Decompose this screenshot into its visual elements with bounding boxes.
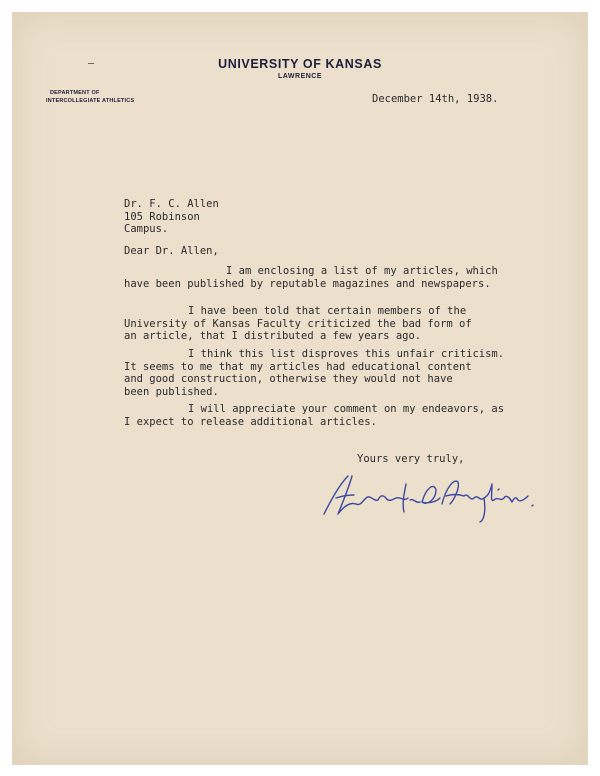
letterhead-title: UNIVERSITY OF KANSAS: [218, 57, 382, 71]
paragraph-2: [124, 305, 472, 343]
paragraph-line: been published.: [124, 385, 219, 398]
paragraph-line: It seems to me that my articles had educational content: [124, 360, 472, 373]
paragraph-4: [124, 403, 504, 428]
paragraph-line: have been published by reputable magazines and newspapers.: [124, 277, 491, 290]
department-line-1: DEPARTMENT OF: [50, 90, 100, 96]
recipient-address: [124, 198, 219, 236]
recipient-location: Campus.: [124, 223, 169, 235]
handwritten-signature: [318, 468, 538, 524]
recipient-street: 105 Robinson: [124, 210, 200, 223]
paragraph-line: I expect to release additional articles.: [124, 415, 377, 428]
paragraph-line: I am enclosing a list of my articles, which: [226, 265, 498, 277]
letterhead-city: LAWRENCE: [277, 73, 323, 80]
paragraph-line: I will appreciate your comment on my endeavors, as: [188, 403, 505, 415]
paragraph-line: University of Kansas Faculty criticized the bad form of: [124, 317, 472, 330]
recipient-name: Dr. F. C. Allen: [124, 198, 219, 210]
salutation: Dear Dr. Allen,: [124, 245, 219, 257]
paragraph-1: [124, 265, 498, 290]
paragraph-line: an article, that I distributed a few years ago.: [124, 330, 422, 342]
closing: Yours very truly,: [357, 453, 465, 465]
paragraph-line: and good construction, otherwise they would not have: [124, 373, 453, 385]
paragraph-line: I have been told that certain members of the: [188, 305, 467, 317]
department-line-2: INTERCOLLEGIATE ATHLETICS: [46, 97, 135, 104]
department-name: [46, 90, 134, 105]
stray-mark: [88, 63, 94, 64]
paragraph-3: [124, 348, 504, 398]
letter-date: December 14th, 1938.: [372, 93, 499, 105]
paragraph-line: I think this list disproves this unfair criticism.: [188, 348, 505, 360]
